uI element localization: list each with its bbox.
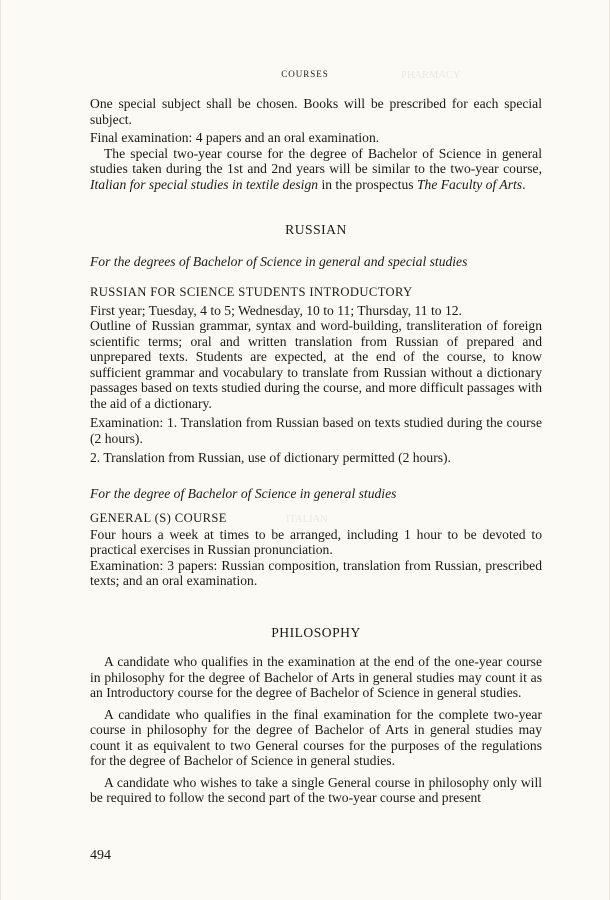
- text-run: The special two-year course for the degree of Bachelor of Science in general studies taken during the 1st and 2nd years will be similar to the two-year course,: [90, 145, 542, 176]
- paragraph: A candidate who wishes to take a single General course in philosophy only will be required to follow the second part of the two-year course and present: [90, 774, 542, 805]
- page-body: [90, 96, 542, 806]
- paragraph: Four hours a week at times to be arranged, including 1 hour to be devoted to practical exercises in Russian pronunciation.: [90, 526, 542, 557]
- paragraph: Final examination: 4 papers and an oral examination.: [90, 130, 380, 145]
- degree-subtitle: For the degrees of Bachelor of Science in general and special studies: [90, 253, 468, 269]
- course-title: RUSSIAN FOR SCIENCE STUDENTS INTRODUCTORY: [90, 285, 413, 299]
- paragraph: Outline of Russian grammar, syntax and word-building, transliteration of foreign scientific terms; oral and written translation from Russian of prepared and unprepared texts. Students are expected, at the end of the course, to know sufficient grammar and vocabulary to translate from Russian without a dictionary passages based on texts studied during the course, and more difficult passages with the aid of a dictionary.: [90, 318, 542, 411]
- bleed-through-heading: ITALIAN: [286, 514, 328, 525]
- paragraph: A candidate who qualifies in the examination at the end of the one-year course in philosophy for the degree of Bachelor of Arts in general studies may count it as an Introductory course for the degree of Bachelor of Science in general studies.: [90, 654, 542, 700]
- paragraph: Examination: 3 papers: Russian composition, translation from Russian, prescribed texts; and an oral examination.: [90, 557, 542, 588]
- course-title: GENERAL (S) COURSE: [90, 511, 227, 525]
- running-head: COURSES: [281, 69, 329, 79]
- bleed-through-heading: PHARMACY: [401, 70, 461, 81]
- section-heading-philosophy: PHILOSOPHY: [271, 624, 361, 640]
- italic-title: The Faculty of Arts: [416, 176, 523, 192]
- italic-title: Italian for special studies in textile design: [90, 176, 319, 192]
- text-run: in the prospectus: [318, 176, 417, 192]
- text-run: .: [522, 176, 526, 192]
- paragraph: One special subject shall be chosen. Books will be prescribed for each special subject.: [90, 96, 542, 127]
- section-heading-russian: RUSSIAN: [285, 222, 347, 237]
- page-number: 494: [90, 848, 111, 863]
- paragraph: [90, 146, 542, 193]
- paragraph: Examination: 1. Translation from Russian based on texts studied during the course (2 hours).: [90, 415, 542, 446]
- paragraph: 2. Translation from Russian, use of dictionary permitted (2 hours).: [90, 450, 451, 465]
- paragraph: First year; Tuesday, 4 to 5; Wednesday, 10 to 11; Thursday, 11 to 12.: [90, 302, 462, 318]
- paragraph: A candidate who qualifies in the final examination for the complete two-year course in philosophy for the degree of Bachelor of Arts in general studies may count it as equivalent to two General courses for the purposes of the regulations for the degree of Bachelor of Science in general studies.: [90, 706, 542, 768]
- degree-subtitle: For the degree of Bachelor of Science in general studies: [90, 485, 397, 501]
